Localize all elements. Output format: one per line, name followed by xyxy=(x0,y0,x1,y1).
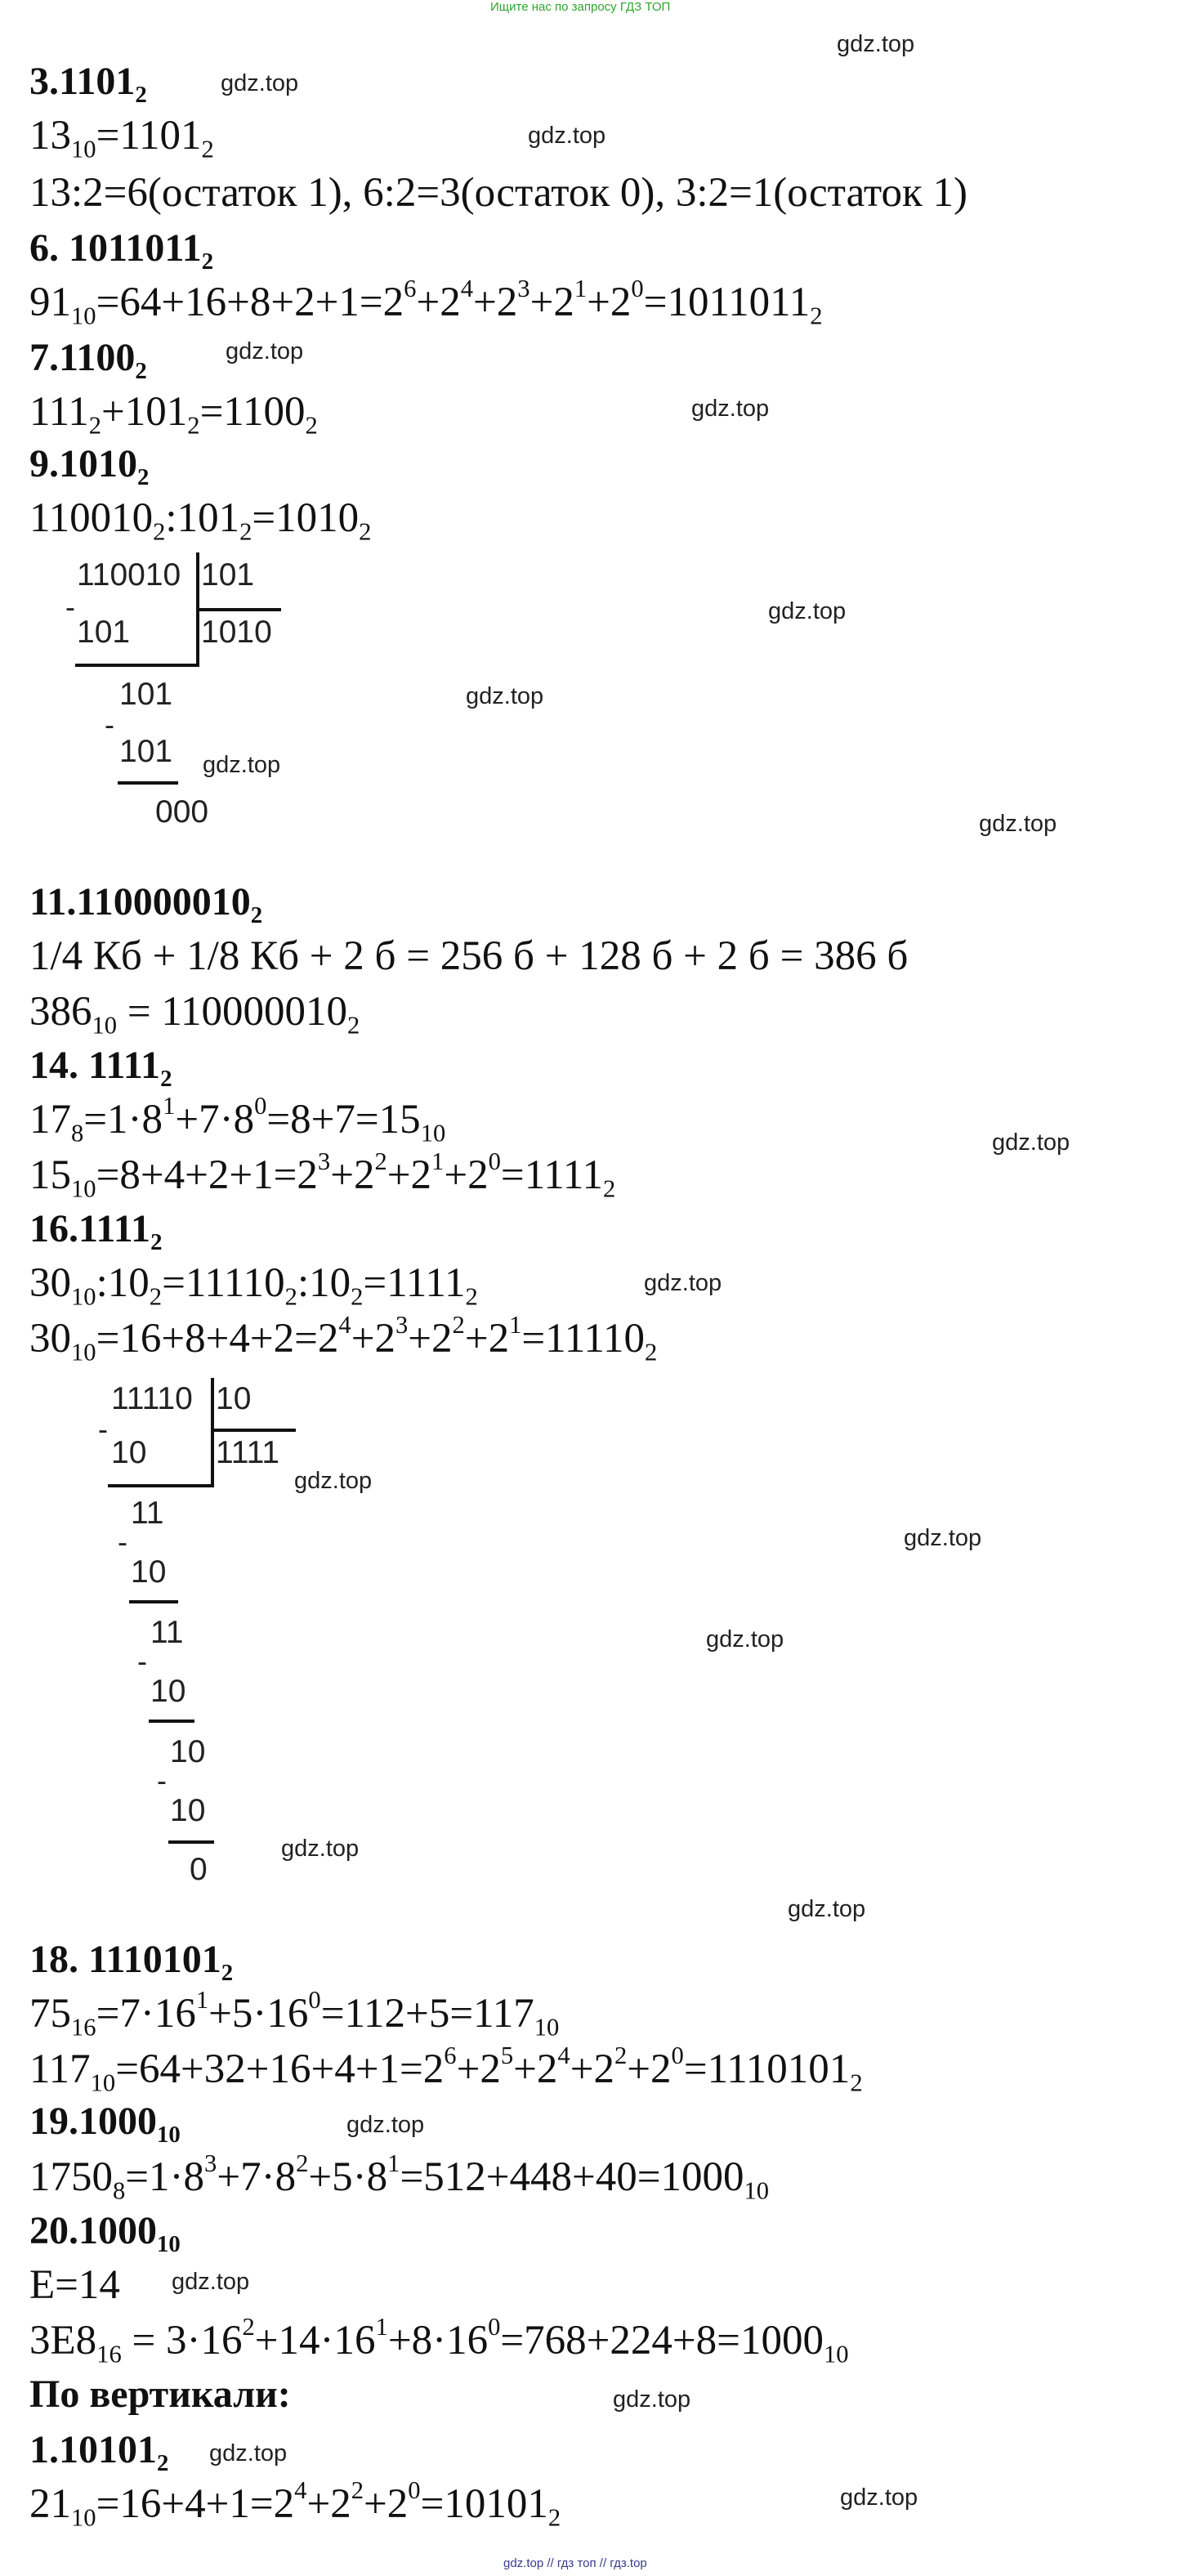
watermark: gdz.top xyxy=(904,1525,982,1551)
task-3-line-1: $13_{10}=1101_2$ xyxy=(29,113,214,163)
task-16-line-2: $30_{10}=16+8+4+2=2^4+2^3+2^2+2^1=11110_2$ xyxy=(29,1311,658,1366)
division-16-minus-1: - xyxy=(98,1412,108,1446)
vertical-section-title: По вертикали: xyxy=(29,2373,291,2416)
division-9-minus-1: - xyxy=(65,590,75,624)
task-9-header: $9.1010_2$ xyxy=(29,442,150,491)
task-20-line-2: $3E8_{16} = 3\cdot 16^2+14\cdot 16^1+8\cdot 16^0=768+224+8=1000_{10}$ xyxy=(29,2313,849,2368)
division-9-minus-2: - xyxy=(105,708,114,741)
top-banner[interactable]: Ищите нас по запросу ГДЗ ТОП xyxy=(490,0,671,14)
bottom-banner[interactable]: gdz.top // гдз топ // гдз.top xyxy=(503,2556,647,2570)
task-number: 3. xyxy=(29,60,59,103)
task-16-line-1: $30_{10}:10_2=11110_2:10_2=1111_2$ xyxy=(29,1260,478,1311)
division-16-divisor: 10 xyxy=(216,1381,252,1416)
division-16-rule-1 xyxy=(108,1484,212,1487)
task-3-line-2: 13:2=6(остаток 1), 6:2=3(остаток 0), 3:2=1(остаток 1) xyxy=(29,170,968,216)
vertical-task-1-line-1: $21_{10}=16+4+1=2^4+2^2+2^0=10101_2$ xyxy=(29,2476,561,2532)
division-9-step-3: 101 xyxy=(119,734,173,769)
division-16-minus-3: - xyxy=(137,1644,147,1678)
division-9-quotient: 1010 xyxy=(201,615,272,650)
watermark: gdz.top xyxy=(209,2440,288,2466)
watermark: gdz.top xyxy=(837,31,915,57)
vertical-task-1-header: $1.10101_2$ xyxy=(29,2428,169,2477)
division-16-step-7: 10 xyxy=(170,1793,206,1828)
watermark: gdz.top xyxy=(706,1626,784,1652)
task-11-line-1: 1/4 Кб + 1/8 Кб + 2 б = 256 б + 128 б + 2 б = 386 б xyxy=(29,933,909,979)
watermark: gdz.top xyxy=(613,2386,691,2413)
task-14-line-1: $17_8=1\cdot 8^1+7\cdot 8^0=8+7=15_{10}$ xyxy=(29,1092,446,1147)
division-16-divisor-line xyxy=(211,1429,296,1432)
watermark: gdz.top xyxy=(346,2112,425,2138)
task-20-line-1: E=14 xyxy=(29,2262,120,2308)
division-16-step-2: 11 xyxy=(131,1496,164,1531)
division-16-rule-4 xyxy=(168,1840,214,1844)
task-18-header: 18. $1110101_2$ xyxy=(29,1938,234,1987)
watermark: gdz.top xyxy=(203,752,281,778)
task-11-header: $11.110000010_2$ xyxy=(29,880,263,929)
division-9-divisor: 101 xyxy=(201,557,255,593)
division-9-step-1: 101 xyxy=(77,615,131,650)
watermark: gdz.top xyxy=(226,338,304,364)
watermark: gdz.top xyxy=(979,811,1057,837)
task-20-header: $20.1000_{10}$ xyxy=(29,2209,181,2258)
division-16-step-5: 10 xyxy=(150,1674,186,1709)
division-9-remainder: 000 xyxy=(155,794,209,830)
task-18-line-1: $75_{16}=7\cdot 16^1+5\cdot 16^0=112+5=117_{10}$ xyxy=(29,1986,560,2042)
watermark: gdz.top xyxy=(294,1468,373,1494)
task-9-line-1: $110010_2:101_2=1010_2$ xyxy=(29,495,372,546)
task-6-header: 6. $1011011_2$ xyxy=(29,226,214,275)
task-14-line-2: $15_{10}=8+4+2+1=2^3+2^2+2^1+2^0=1111_2$ xyxy=(29,1147,616,1203)
watermark: gdz.top xyxy=(691,396,770,422)
task-19-line-1: $1750_8=1\cdot 8^3+7\cdot 8^2+5\cdot 8^1=512+448+40=1000_{10}$ xyxy=(29,2149,770,2205)
watermark: gdz.top xyxy=(840,2484,918,2511)
watermark: gdz.top xyxy=(992,1129,1070,1156)
division-16-step-3: 10 xyxy=(131,1554,167,1590)
task-7-header: $7.1100_2$ xyxy=(29,336,147,385)
division-16-step-4: 11 xyxy=(150,1615,184,1650)
task-16-header: $16.1111_2$ xyxy=(29,1207,163,1256)
watermark: gdz.top xyxy=(172,2269,250,2295)
division-16-dividend: 11110 xyxy=(111,1381,193,1416)
task-answer: 1101 xyxy=(59,60,136,103)
division-16-step-1: 10 xyxy=(111,1435,147,1470)
watermark: gdz.top xyxy=(788,1896,866,1922)
division-16-minus-4: - xyxy=(157,1764,167,1797)
watermark: gdz.top xyxy=(768,598,847,624)
task-6-line-1: $91_{10}=64+16+8+2+1=2^6+2^4+2^3+2^1+2^0=1011011_2$ xyxy=(29,275,823,330)
division-9-rule-2 xyxy=(118,781,178,785)
task-11-line-2: $386_{10} = 110000010_2$ xyxy=(29,989,360,1040)
task-19-header: $19.1000_{10}$ xyxy=(29,2100,181,2149)
division-9-divisor-line xyxy=(196,608,281,611)
watermark: gdz.top xyxy=(221,70,299,96)
task-14-header: 14. $1111_2$ xyxy=(29,1044,172,1093)
watermark: gdz.top xyxy=(281,1836,360,1862)
division-16-vertical-line xyxy=(211,1378,214,1487)
division-9-rule-1 xyxy=(75,664,199,667)
division-16-rule-3 xyxy=(149,1720,194,1723)
task-3-header xyxy=(29,59,147,109)
division-16-minus-2: - xyxy=(118,1525,127,1559)
task-answer-base: 2 xyxy=(135,82,147,109)
division-16-rule-2 xyxy=(129,1600,178,1603)
task-18-line-2: $117_{10}=64+32+16+4+1=2^6+2^5+2^4+2^2+2^0=1110101_2$ xyxy=(29,2042,863,2097)
division-9-step-2: 101 xyxy=(119,677,173,712)
watermark: gdz.top xyxy=(644,1270,722,1296)
division-16-remainder: 0 xyxy=(190,1852,208,1887)
division-16-quotient: 1111 xyxy=(216,1435,280,1470)
watermark: gdz.top xyxy=(528,123,606,149)
division-16-step-6: 10 xyxy=(170,1734,206,1769)
watermark: gdz.top xyxy=(466,683,544,709)
division-9-dividend: 110010 xyxy=(77,557,181,593)
task-7-line-1: $111_2+101_2=1100_2$ xyxy=(29,389,318,440)
